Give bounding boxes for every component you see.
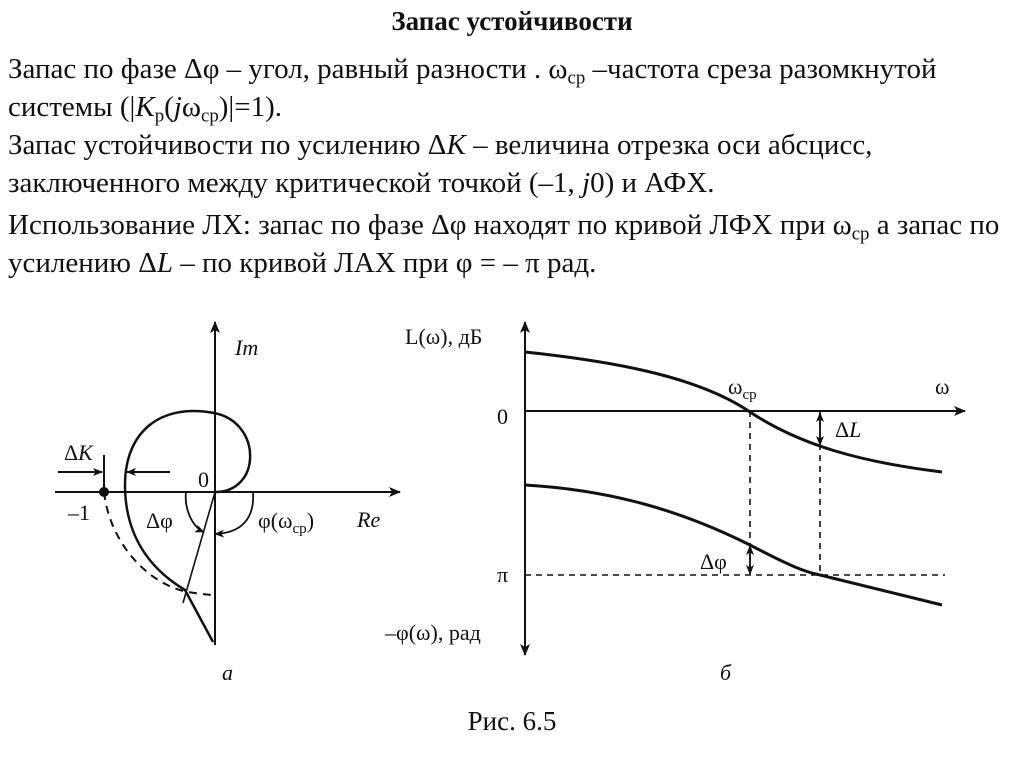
dk-label: ΔK xyxy=(64,440,93,465)
pi-label: π xyxy=(497,562,509,587)
diagram-b-bode xyxy=(380,310,980,690)
dl-label: ΔL xyxy=(835,417,862,442)
minus-one-label: –1 xyxy=(68,500,90,525)
omega-cp-label: $\omega_{ср}$ xyxy=(728,374,757,403)
zero-label: 0 xyxy=(497,404,508,429)
re-label: Re xyxy=(357,507,381,532)
sublabel-a: а xyxy=(222,660,233,685)
page-title: Запас устойчивости xyxy=(391,6,633,36)
figure-caption: Рис. 6.5 xyxy=(467,706,557,736)
b-dphi-label: Δφ xyxy=(700,549,727,574)
l-axis-label: L(ω), дБ xyxy=(405,324,483,349)
paragraph-gain-margin: Запас устойчивости по усилению ΔK – величина отрезка оси абсцисс, заключенного между критической точкой (–1, j0) и АФХ. xyxy=(8,129,873,199)
afx-curve xyxy=(125,411,250,642)
omega-label: ω xyxy=(935,374,950,399)
origin-label: 0 xyxy=(198,467,209,492)
dphi-arc xyxy=(186,492,204,532)
paragraph-phase-margin: Запас по фазе Δφ – угол, равный разности . $\omega_{ср}$ –частота среза разомкнутой системы $(|K_р(j\omega_{ср})|=1)$. xyxy=(8,53,937,127)
dphi-label: Δφ xyxy=(146,508,173,533)
phi-axis-label: –φ(ω), рад xyxy=(385,620,481,645)
im-label: Im xyxy=(235,335,259,360)
lfx-curve xyxy=(525,485,942,605)
phi-label: $\varphi(\omega_{ср})$ xyxy=(258,508,315,537)
diagram-a-nyquist xyxy=(0,310,420,690)
phi-arc xyxy=(215,492,253,534)
sublabel-b: б xyxy=(720,660,732,685)
paragraph-log-characteristics: Использование ЛХ: запас по фазе Δφ находят по кривой ЛФХ при $\omega_{ср}$ а запас по усилению ΔL – по кривой ЛАХ при φ = – π рад. xyxy=(8,209,1000,279)
